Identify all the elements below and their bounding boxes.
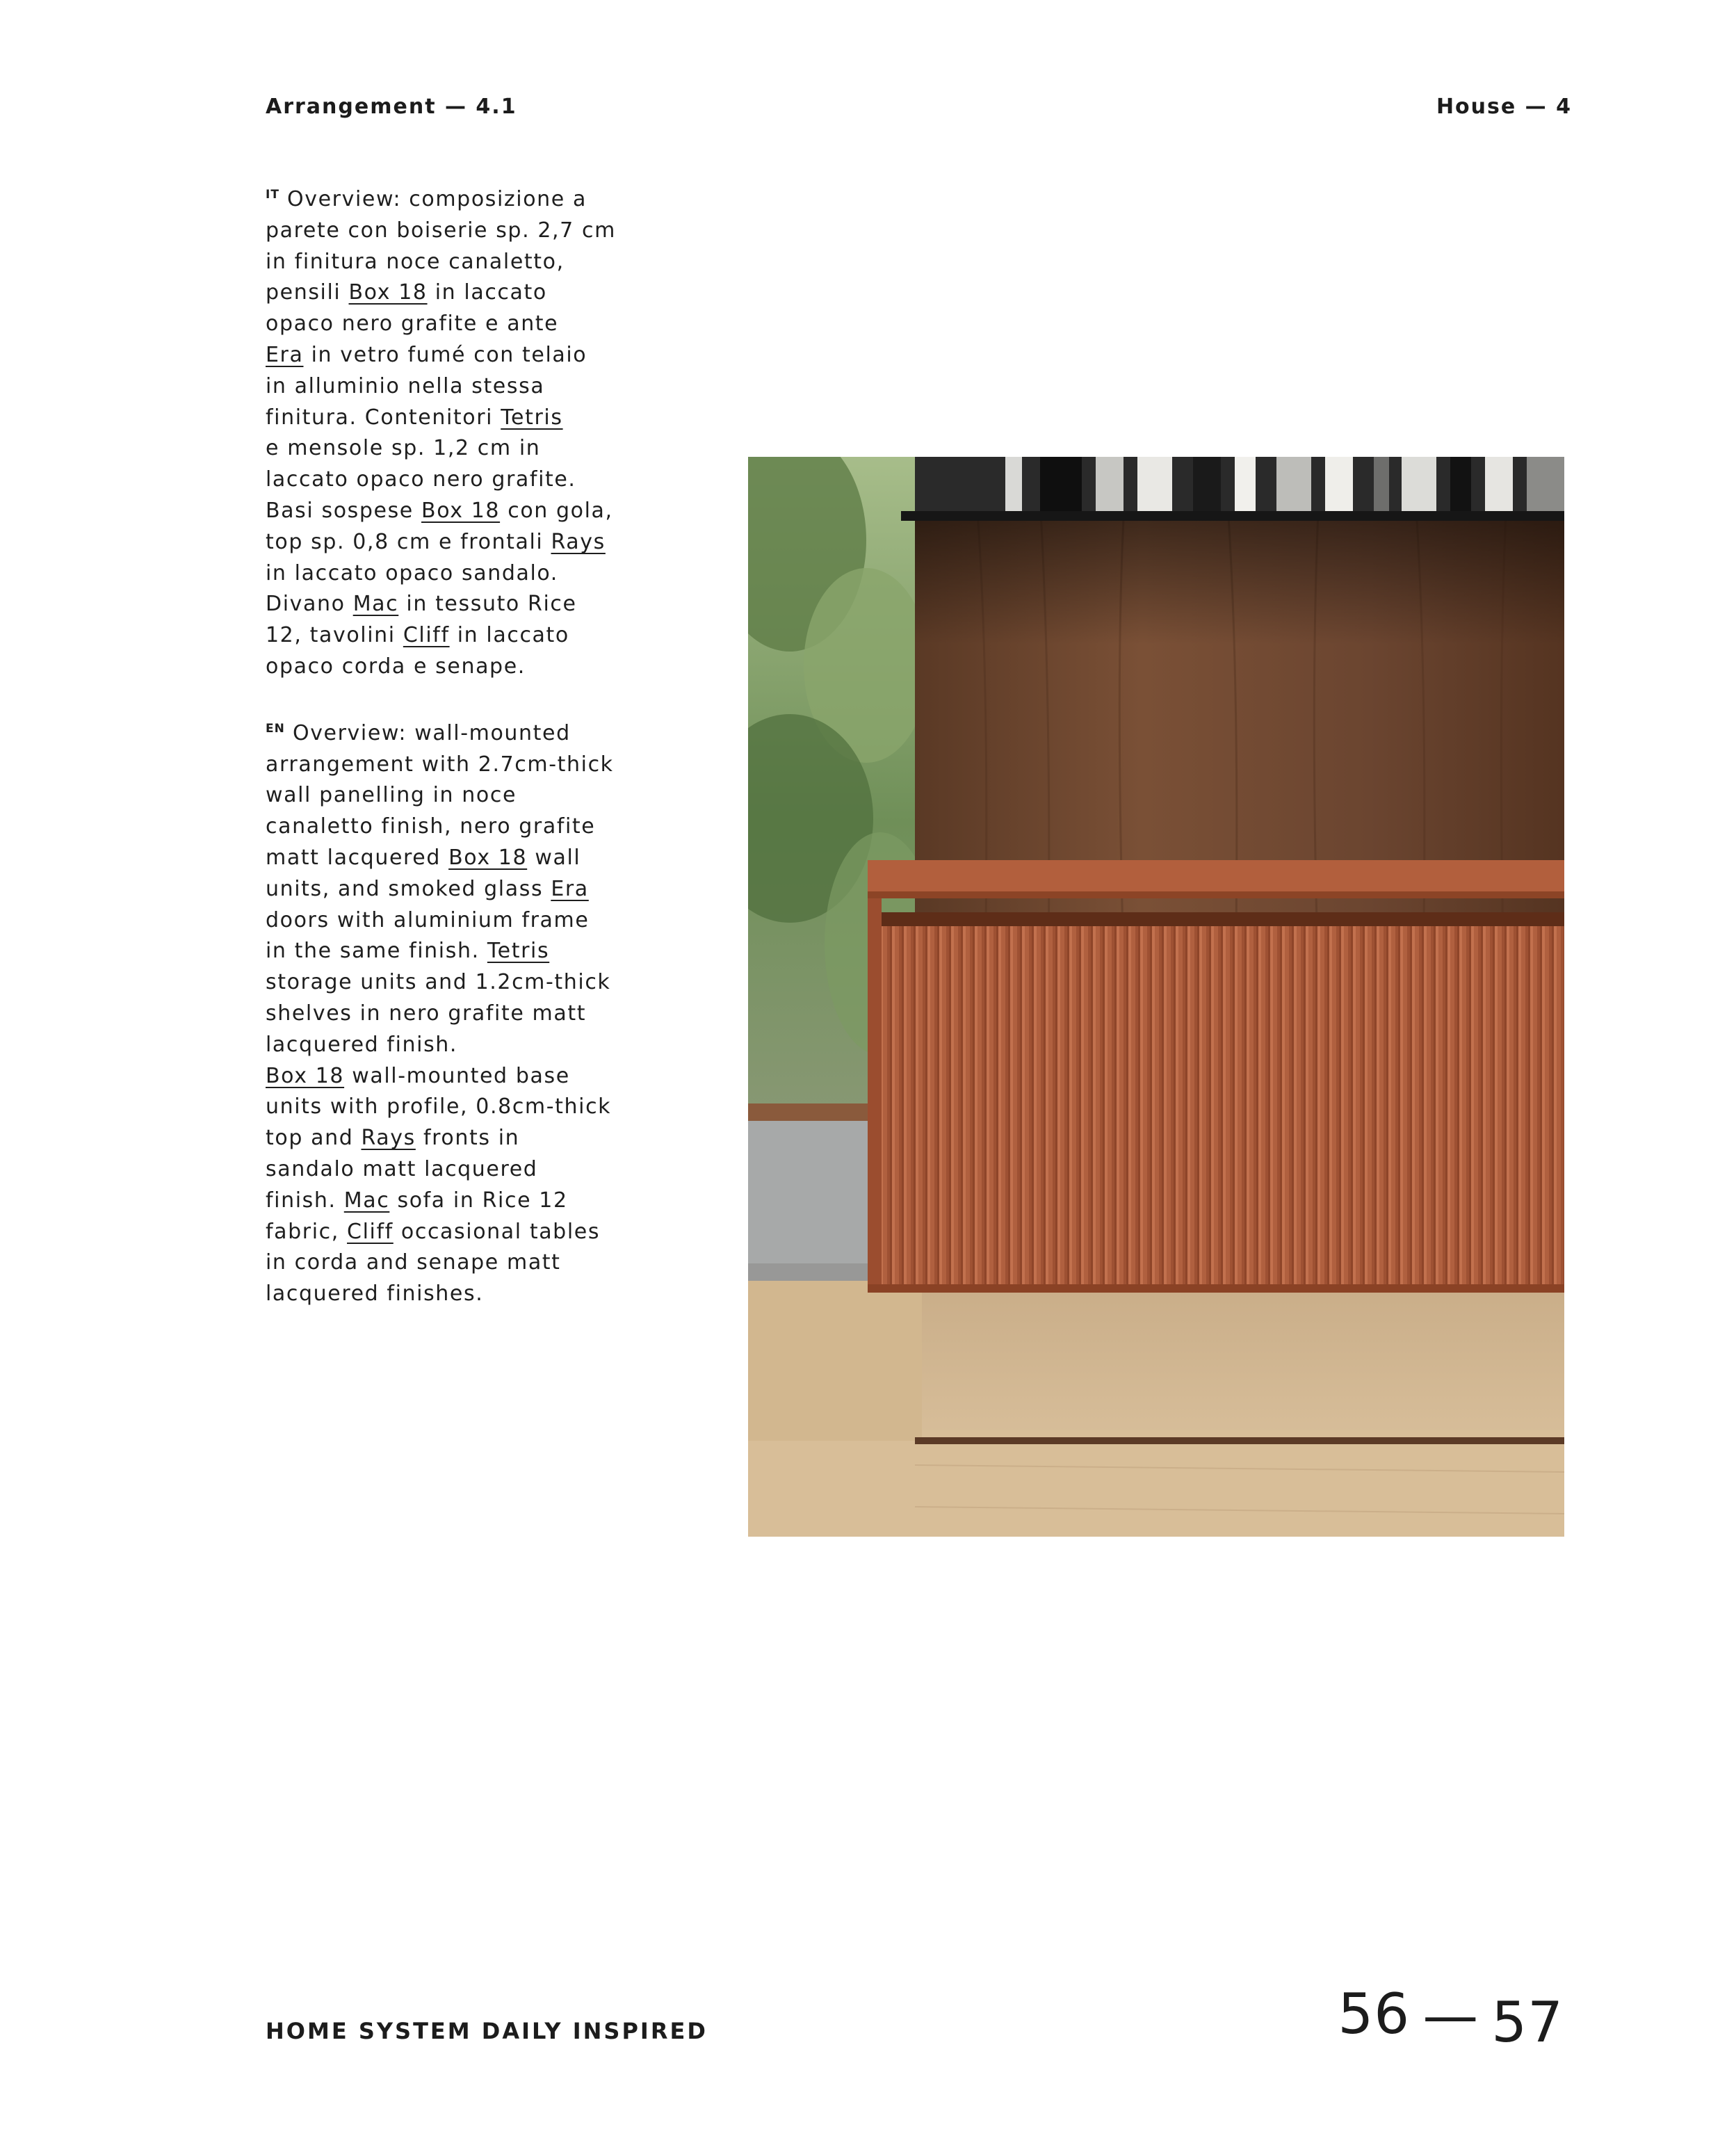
text-run: top and [266, 1126, 362, 1151]
section-label: Arrangement — 4.1 [266, 95, 517, 119]
text-line [266, 750, 641, 781]
product-link[interactable]: Tetris [501, 405, 563, 430]
text-line [266, 496, 641, 527]
text-line [266, 371, 641, 403]
text-line [266, 620, 641, 652]
text-run: units with profile, 0.8cm-thick [266, 1094, 612, 1119]
text-run: Basi sospese [266, 498, 422, 523]
text-run: Overview: wall-mounted [284, 720, 571, 745]
text-run: opaco corda e senape. [266, 654, 526, 679]
text-run: top sp. 0,8 cm e frontali [266, 529, 551, 554]
text-line [266, 967, 641, 998]
product-link[interactable]: Box 18 [421, 498, 501, 523]
text-line [266, 1123, 641, 1154]
text-run: lacquered finish. [266, 1032, 458, 1057]
text-run: in alluminio nella stessa [266, 373, 545, 398]
english-description [266, 713, 641, 1310]
text-line [266, 247, 641, 278]
italian-description [266, 179, 641, 683]
text-line [266, 1247, 641, 1279]
text-run: matt lacquered [266, 845, 449, 870]
text-run: parete con boiserie sp. 2,7 cm [266, 218, 616, 243]
text-line [266, 1061, 641, 1092]
product-link[interactable]: Rays [551, 529, 606, 554]
text-line [266, 1186, 641, 1217]
text-line [266, 652, 641, 683]
text-run: arrangement with 2.7cm-thick [266, 752, 614, 777]
text-run: in vetro fumé con telaio [303, 342, 587, 367]
product-link[interactable]: Mac [343, 1188, 390, 1213]
product-link[interactable]: Era [266, 342, 304, 367]
product-link[interactable]: Box 18 [448, 845, 528, 870]
text-line [266, 874, 641, 905]
text-line [266, 1279, 641, 1310]
text-run: Overview: composizione a [279, 187, 587, 211]
text-run: shelves in nero grafite matt [266, 1001, 587, 1026]
text-run: doors with aluminium frame [266, 907, 590, 932]
text-run: lacquered finishes. [266, 1281, 484, 1307]
product-link[interactable]: Box 18 [266, 1063, 345, 1088]
walnut-wall-sideboard-illustration [748, 457, 1564, 1537]
text-line [266, 403, 641, 434]
description-column [266, 179, 641, 1310]
product-link[interactable]: Tetris [487, 939, 550, 964]
text-run: wall [527, 845, 581, 870]
text-line [266, 1092, 641, 1123]
text-run: in laccato [427, 280, 547, 305]
product-link[interactable]: Rays [361, 1126, 416, 1151]
text-line [266, 309, 641, 340]
text-run: in finitura noce canaletto, [266, 249, 565, 274]
text-line [266, 780, 641, 811]
text-line [266, 464, 641, 496]
text-run: units, and smoked glass [266, 876, 551, 901]
text-run: e mensole sp. 1,2 cm in [266, 436, 541, 461]
text-line [266, 558, 641, 590]
page-number-left: 56 [1338, 1982, 1411, 2046]
text-line [266, 340, 641, 371]
text-run: canaletto finish, nero grafite [266, 814, 596, 839]
text-line [266, 216, 641, 247]
text-line [266, 811, 641, 843]
text-line [266, 589, 641, 620]
product-link[interactable]: Cliff [347, 1219, 394, 1244]
text-run: fronts in [415, 1126, 520, 1151]
text-run: fabric, [266, 1219, 348, 1244]
text-run: wall-mounted base [344, 1063, 570, 1088]
text-line [266, 179, 641, 216]
page-number-dash: — [1422, 1983, 1479, 2048]
text-run: sandalo matt lacquered [266, 1156, 538, 1181]
product-photo [748, 457, 1564, 1537]
text-run: in tessuto Rice [398, 592, 577, 617]
language-code: IT [266, 188, 279, 202]
text-run: finish. [266, 1188, 344, 1213]
text-run: Divano [266, 592, 353, 617]
product-link[interactable]: Mac [352, 592, 399, 617]
text-line [266, 1030, 641, 1061]
text-run: con gola, [500, 498, 613, 523]
text-line [266, 936, 641, 967]
text-line [266, 905, 641, 937]
text-run: in the same finish. [266, 939, 487, 964]
text-run: pensili [266, 280, 349, 305]
brand-tagline: HOME SYSTEM DAILY INSPIRED [266, 2018, 708, 2044]
text-run: in laccato opaco sandalo. [266, 560, 558, 585]
text-run: storage units and 1.2cm-thick [266, 970, 611, 995]
text-run: laccato opaco nero grafite. [266, 467, 576, 492]
text-line [266, 843, 641, 874]
text-run: opaco nero grafite e ante [266, 312, 559, 337]
product-link[interactable]: Era [551, 876, 589, 901]
text-line [266, 998, 641, 1030]
product-link[interactable]: Cliff [403, 623, 450, 648]
text-run: in corda and senape matt [266, 1250, 561, 1275]
text-run: 12, tavolini [266, 623, 403, 648]
text-line [266, 1154, 641, 1186]
text-line [266, 1217, 641, 1248]
text-run: in laccato [449, 623, 569, 648]
text-line [266, 277, 641, 309]
text-run: occasional tables [393, 1219, 601, 1244]
language-code: EN [266, 721, 285, 736]
text-line [266, 527, 641, 558]
page-number-right: 57 [1491, 1990, 1564, 2055]
text-run: sofa in Rice 12 [389, 1188, 568, 1213]
house-label: House — 4 [1436, 95, 1572, 119]
text-run: wall panelling in noce [266, 783, 517, 808]
page-numbers [1338, 1982, 1564, 2055]
text-line [266, 433, 641, 464]
text-line [266, 713, 641, 750]
text-run: finitura. Contenitori [266, 405, 501, 430]
product-link[interactable]: Box 18 [348, 280, 428, 305]
